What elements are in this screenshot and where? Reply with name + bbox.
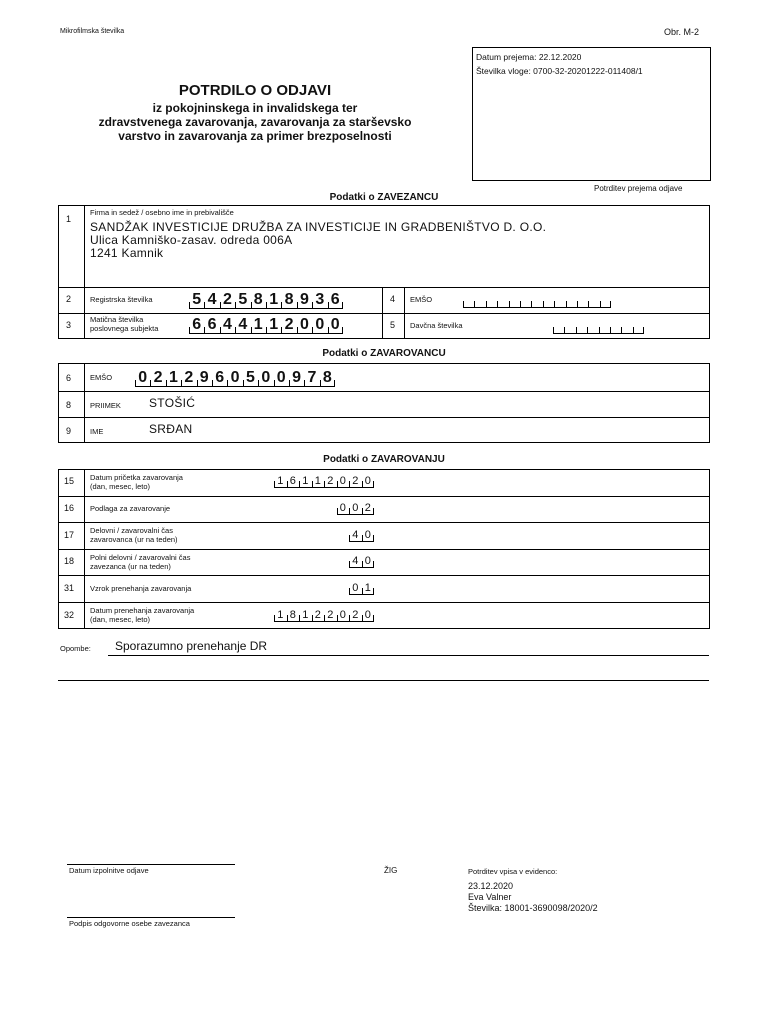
divider	[58, 496, 710, 497]
divider	[404, 287, 405, 339]
priimek-value: STOŠIĆ	[149, 396, 196, 410]
digit-cell: 1	[166, 367, 181, 387]
divider	[84, 205, 85, 339]
firma-city: 1241 Kamnik	[90, 246, 164, 260]
firma-street: Ulica Kamniško-zasav. odreda 006A	[90, 233, 293, 247]
receipt-date: Datum prejema: 22.12.2020	[476, 52, 582, 62]
row-label	[90, 526, 178, 544]
divider	[108, 655, 709, 656]
row-number: 1	[66, 214, 72, 224]
digit-cell: 1	[266, 289, 281, 309]
comb-baseline	[349, 541, 374, 542]
row-label-l1: Vzrok prenehanja zavarovanja	[90, 583, 192, 593]
digit-cell: 0	[337, 474, 350, 488]
row-label	[90, 584, 191, 593]
digit-cell: 2	[349, 608, 362, 622]
digit-cell: 9	[289, 367, 304, 387]
emso-empty-comb	[463, 298, 611, 308]
row-number: 5	[390, 320, 396, 330]
divider	[58, 313, 710, 314]
digit-cell: 9	[197, 367, 212, 387]
digit-cell: 0	[135, 367, 150, 387]
row-digits	[349, 528, 374, 542]
row-digits	[337, 501, 375, 515]
row-number: 3	[66, 320, 72, 330]
receipt-box	[472, 47, 711, 181]
digit-cell: 0	[227, 367, 242, 387]
digit-cell: 2	[181, 367, 196, 387]
maticna-label-l1: Matična številka	[90, 315, 144, 324]
row-label-l1: Polni delovni / zavarovalni čas	[90, 552, 191, 562]
digit-cell: 8	[320, 367, 335, 387]
davcna-label: Davčna številka	[410, 321, 463, 330]
row-label	[90, 606, 194, 624]
digit-cell: 1	[312, 474, 325, 488]
receipt-number: Številka vloge: 0700-32-20201222-011408/1	[476, 66, 643, 76]
row-digits	[274, 608, 374, 622]
digit-cell: 6	[212, 367, 227, 387]
digit-cell: 0	[337, 608, 350, 622]
divider	[67, 864, 235, 865]
row-label-l2: (dan, mesec, leto)	[90, 615, 151, 624]
title-line1: iz pokojninskega in invalidskega ter	[152, 101, 358, 115]
digit-cell: 0	[349, 581, 362, 595]
firma-label: Firma in sedež / osebno ime in prebivališče	[90, 208, 234, 217]
digit-cell: 6	[287, 474, 300, 488]
row-label	[90, 504, 170, 513]
registrska-digits	[189, 289, 343, 309]
registrska-label: Registrska številka	[90, 295, 153, 304]
digit-cell: 4	[349, 528, 362, 542]
row-number: 15	[64, 476, 75, 487]
comb-baseline	[349, 594, 374, 595]
divider	[58, 522, 710, 523]
digit-cell: 6	[189, 314, 204, 334]
microfilm-label: Mikrofilmska številka	[60, 28, 125, 35]
row-digits	[349, 554, 374, 568]
comb-baseline	[349, 567, 374, 568]
emso-label: EMŠO	[90, 373, 113, 382]
row-label-l1: Datum prenehanja zavarovanja	[90, 606, 195, 615]
row-label	[90, 553, 190, 571]
digit-cell: 2	[150, 367, 165, 387]
davcna-empty-comb	[553, 324, 644, 334]
row-label-l1: Delovni / zavarovalni čas	[90, 526, 173, 536]
divider	[58, 287, 710, 288]
ime-value: SRĐAN	[149, 422, 193, 436]
digit-cell: 6	[328, 289, 343, 309]
emso-label: EMŠO	[410, 295, 433, 304]
title-line2: zdravstvenega zavarovanja, zavarovanja za starševsko	[98, 115, 412, 129]
title-line3: varstvo in zavarovanja za primer brezposelnosti	[118, 129, 392, 143]
potrditev-date: 23.12.2020	[468, 881, 514, 891]
potrditev-number: Številka: 18001-3690098/2020/2	[468, 903, 598, 913]
comb-baseline	[463, 307, 611, 308]
divider	[382, 287, 383, 339]
digit-cell: 5	[189, 289, 204, 309]
digit-cell: 1	[362, 581, 375, 595]
zig-label: ŽIG	[384, 866, 398, 875]
divider	[58, 602, 710, 603]
priimek-label: PRIIMEK	[90, 401, 121, 410]
digit-cell: 1	[299, 608, 312, 622]
opombe-label: Opombe:	[60, 644, 91, 653]
maticna-label	[90, 315, 158, 333]
digit-cell: 8	[251, 289, 266, 309]
digit-cell: 6	[204, 314, 219, 334]
digit-cell: 0	[258, 367, 273, 387]
digit-cell: 0	[362, 554, 375, 568]
row-label-l1: Datum pričetka zavarovanja	[90, 473, 183, 482]
digit-cell: 7	[304, 367, 319, 387]
divider	[58, 391, 710, 392]
digit-cell: 2	[281, 314, 296, 334]
potrditev-name: Eva Valner	[468, 892, 512, 902]
row-number: 4	[390, 294, 396, 304]
row-number: 31	[64, 582, 75, 593]
row-number: 17	[64, 529, 75, 540]
divider	[58, 680, 709, 681]
digit-cell: 0	[337, 501, 350, 515]
digit-cell: 8	[281, 289, 296, 309]
digit-cell: 0	[349, 501, 362, 515]
form-code: Obr. M-2	[664, 27, 700, 37]
digit-cell: 1	[299, 474, 312, 488]
digit-cell: 0	[362, 528, 375, 542]
digit-cell: 5	[243, 367, 258, 387]
zavarovanec-emso-digits	[135, 367, 335, 387]
datum-izpolnitve-label: Datum izpolnitve odjave	[69, 866, 149, 875]
digit-cell: 4	[220, 314, 235, 334]
digit-cell: 1	[274, 608, 287, 622]
row-number: 2	[66, 294, 72, 304]
digit-cell: 5	[235, 289, 250, 309]
comb-baseline	[337, 514, 375, 515]
digit-cell: 4	[235, 314, 250, 334]
digit-cell: 0	[297, 314, 312, 334]
digit-cell: 9	[297, 289, 312, 309]
podpis-label: Podpis odgovorne osebe zavezanca	[69, 919, 190, 928]
digit-cell: 2	[349, 474, 362, 488]
comb-baseline	[135, 386, 335, 387]
row-number: 6	[66, 373, 72, 383]
row-digits	[349, 581, 374, 595]
digit-cell: 1	[266, 314, 281, 334]
receipt-caption: Potrditev prejema odjave	[594, 184, 683, 193]
digit-cell: 0	[328, 314, 343, 334]
row-number: 16	[64, 502, 75, 513]
digit-cell: 1	[274, 474, 287, 488]
potrditev-label: Potrditev vpisa v evidenco:	[468, 867, 558, 876]
row-label-l2: zavarovanca (ur na teden)	[90, 535, 178, 545]
digit-cell: 3	[312, 289, 327, 309]
row-label-l2: zavezanca (ur na teden)	[90, 561, 171, 571]
section-heading-zavezanec: Podatki o ZAVEZANCU	[329, 192, 439, 203]
row-digits	[274, 474, 374, 488]
comb-baseline	[274, 487, 374, 488]
comb-baseline	[189, 308, 343, 309]
digit-cell: 2	[362, 501, 375, 515]
comb-baseline	[553, 333, 644, 334]
firma-name: SANDŽAK INVESTICIJE DRUŽBA ZA INVESTICIJE IN GRADBENIŠTVO D. O.O.	[90, 220, 547, 234]
maticna-label-l2: poslovnega subjekta	[90, 324, 159, 333]
divider	[58, 549, 710, 550]
divider	[58, 417, 710, 418]
section-heading-zavarovanec: Podatki o ZAVAROVANCU	[322, 348, 446, 359]
row-number: 9	[66, 426, 72, 436]
digit-cell: 2	[324, 608, 337, 622]
digit-cell: 0	[362, 474, 375, 488]
digit-cell: 4	[204, 289, 219, 309]
divider	[67, 917, 235, 918]
form-title	[60, 82, 450, 143]
opombe-value: Sporazumno prenehanje DR	[115, 639, 268, 653]
digit-cell: 2	[312, 608, 325, 622]
digit-cell: 0	[274, 367, 289, 387]
row-number: 18	[64, 556, 75, 567]
digit-cell: 1	[251, 314, 266, 334]
digit-cell: 4	[349, 554, 362, 568]
comb-baseline	[274, 621, 374, 622]
row-number: 32	[64, 609, 75, 620]
comb-baseline	[189, 333, 343, 334]
row-label-l1: Podlaga za zavarovanje	[90, 503, 171, 513]
digit-cell: 2	[220, 289, 235, 309]
section-heading-zavarovanje: Podatki o ZAVAROVANJU	[323, 454, 445, 465]
potrditev-block	[468, 881, 598, 914]
digit-cell: 0	[362, 608, 375, 622]
maticna-digits	[189, 314, 343, 334]
digit-cell: 2	[324, 474, 337, 488]
digit-cell: 0	[312, 314, 327, 334]
title-main: POTRDILO O ODJAVI	[178, 82, 332, 99]
divider	[58, 575, 710, 576]
divider	[84, 363, 85, 443]
row-label-l2: (dan, mesec, leto)	[90, 482, 151, 491]
row-number: 8	[66, 400, 72, 410]
row-label	[90, 473, 183, 491]
digit-cell: 8	[287, 608, 300, 622]
ime-label: IME	[90, 427, 104, 436]
